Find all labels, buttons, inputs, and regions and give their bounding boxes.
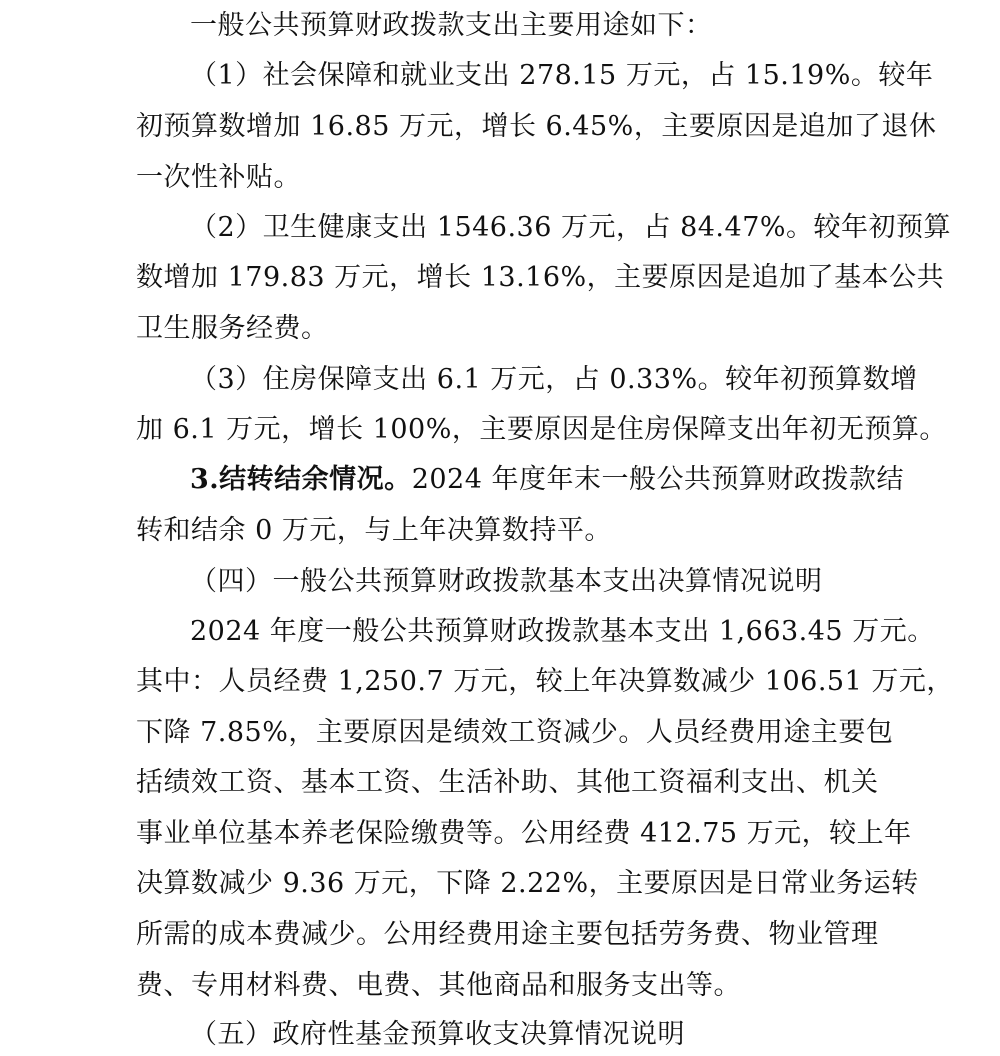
- paragraph-line: 决算数减少 9.36 万元，下降 2.22%，主要原因是日常业务运转: [136, 868, 919, 899]
- paragraph-line: 费、专用材料费、电费、其他商品和服务支出等。: [136, 970, 741, 1001]
- paragraph-line: [190, 463, 904, 497]
- section-heading: （四）一般公共预算财政拨款基本支出决算情况说明: [190, 566, 823, 597]
- paragraph-line: （2）卫生健康支出 1546.36 万元，占 84.47%。较年初预算: [190, 212, 952, 243]
- paragraph-line: 一次性补贴。: [136, 162, 301, 193]
- paragraph-line: 一般公共预算财政拨款支出主要用途如下：: [190, 10, 713, 41]
- paragraph-line: 其中：人员经费 1,250.7 万元，较上年决算数减少 106.51 万元，: [136, 666, 954, 697]
- paragraph-line: 卫生服务经费。: [136, 313, 329, 344]
- paragraph-line: （1）社会保障和就业支出 278.15 万元，占 15.19%。较年: [190, 60, 934, 91]
- paragraph-line: 下降 7.85%，主要原因是绩效工资减少。人员经费用途主要包: [136, 717, 894, 748]
- paragraph-line: 括绩效工资、基本工资、生活补助、其他工资福利支出、机关: [136, 767, 879, 798]
- paragraph-line: 加 6.1 万元，增长 100%，主要原因是住房保障支出年初无预算。: [136, 414, 947, 445]
- section-heading-bold: 3.结转结余情况。: [190, 464, 412, 495]
- paragraph-line: 事业单位基本养老保险缴费等。公用经费 412.75 万元，较上年: [136, 818, 912, 849]
- section-heading: （五）政府性基金预算收支决算情况说明: [190, 1019, 685, 1050]
- paragraph-line: （3）住房保障支出 6.1 万元，占 0.33%。较年初预算数增: [190, 364, 918, 395]
- paragraph-line: 2024 年度一般公共预算财政拨款基本支出 1,663.45 万元。: [190, 616, 935, 647]
- paragraph-line: 转和结余 0 万元，与上年决算数持平。: [136, 515, 612, 546]
- paragraph-line: 数增加 179.83 万元，增长 13.16%，主要原因是追加了基本公共: [136, 262, 945, 293]
- paragraph-text: 2024 年度年末一般公共预算财政拨款结: [411, 464, 904, 495]
- paragraph-line: 初预算数增加 16.85 万元，增长 6.45%，主要原因是追加了退休: [136, 111, 937, 142]
- paragraph-line: 所需的成本费减少。公用经费用途主要包括劳务费、物业管理: [136, 919, 879, 950]
